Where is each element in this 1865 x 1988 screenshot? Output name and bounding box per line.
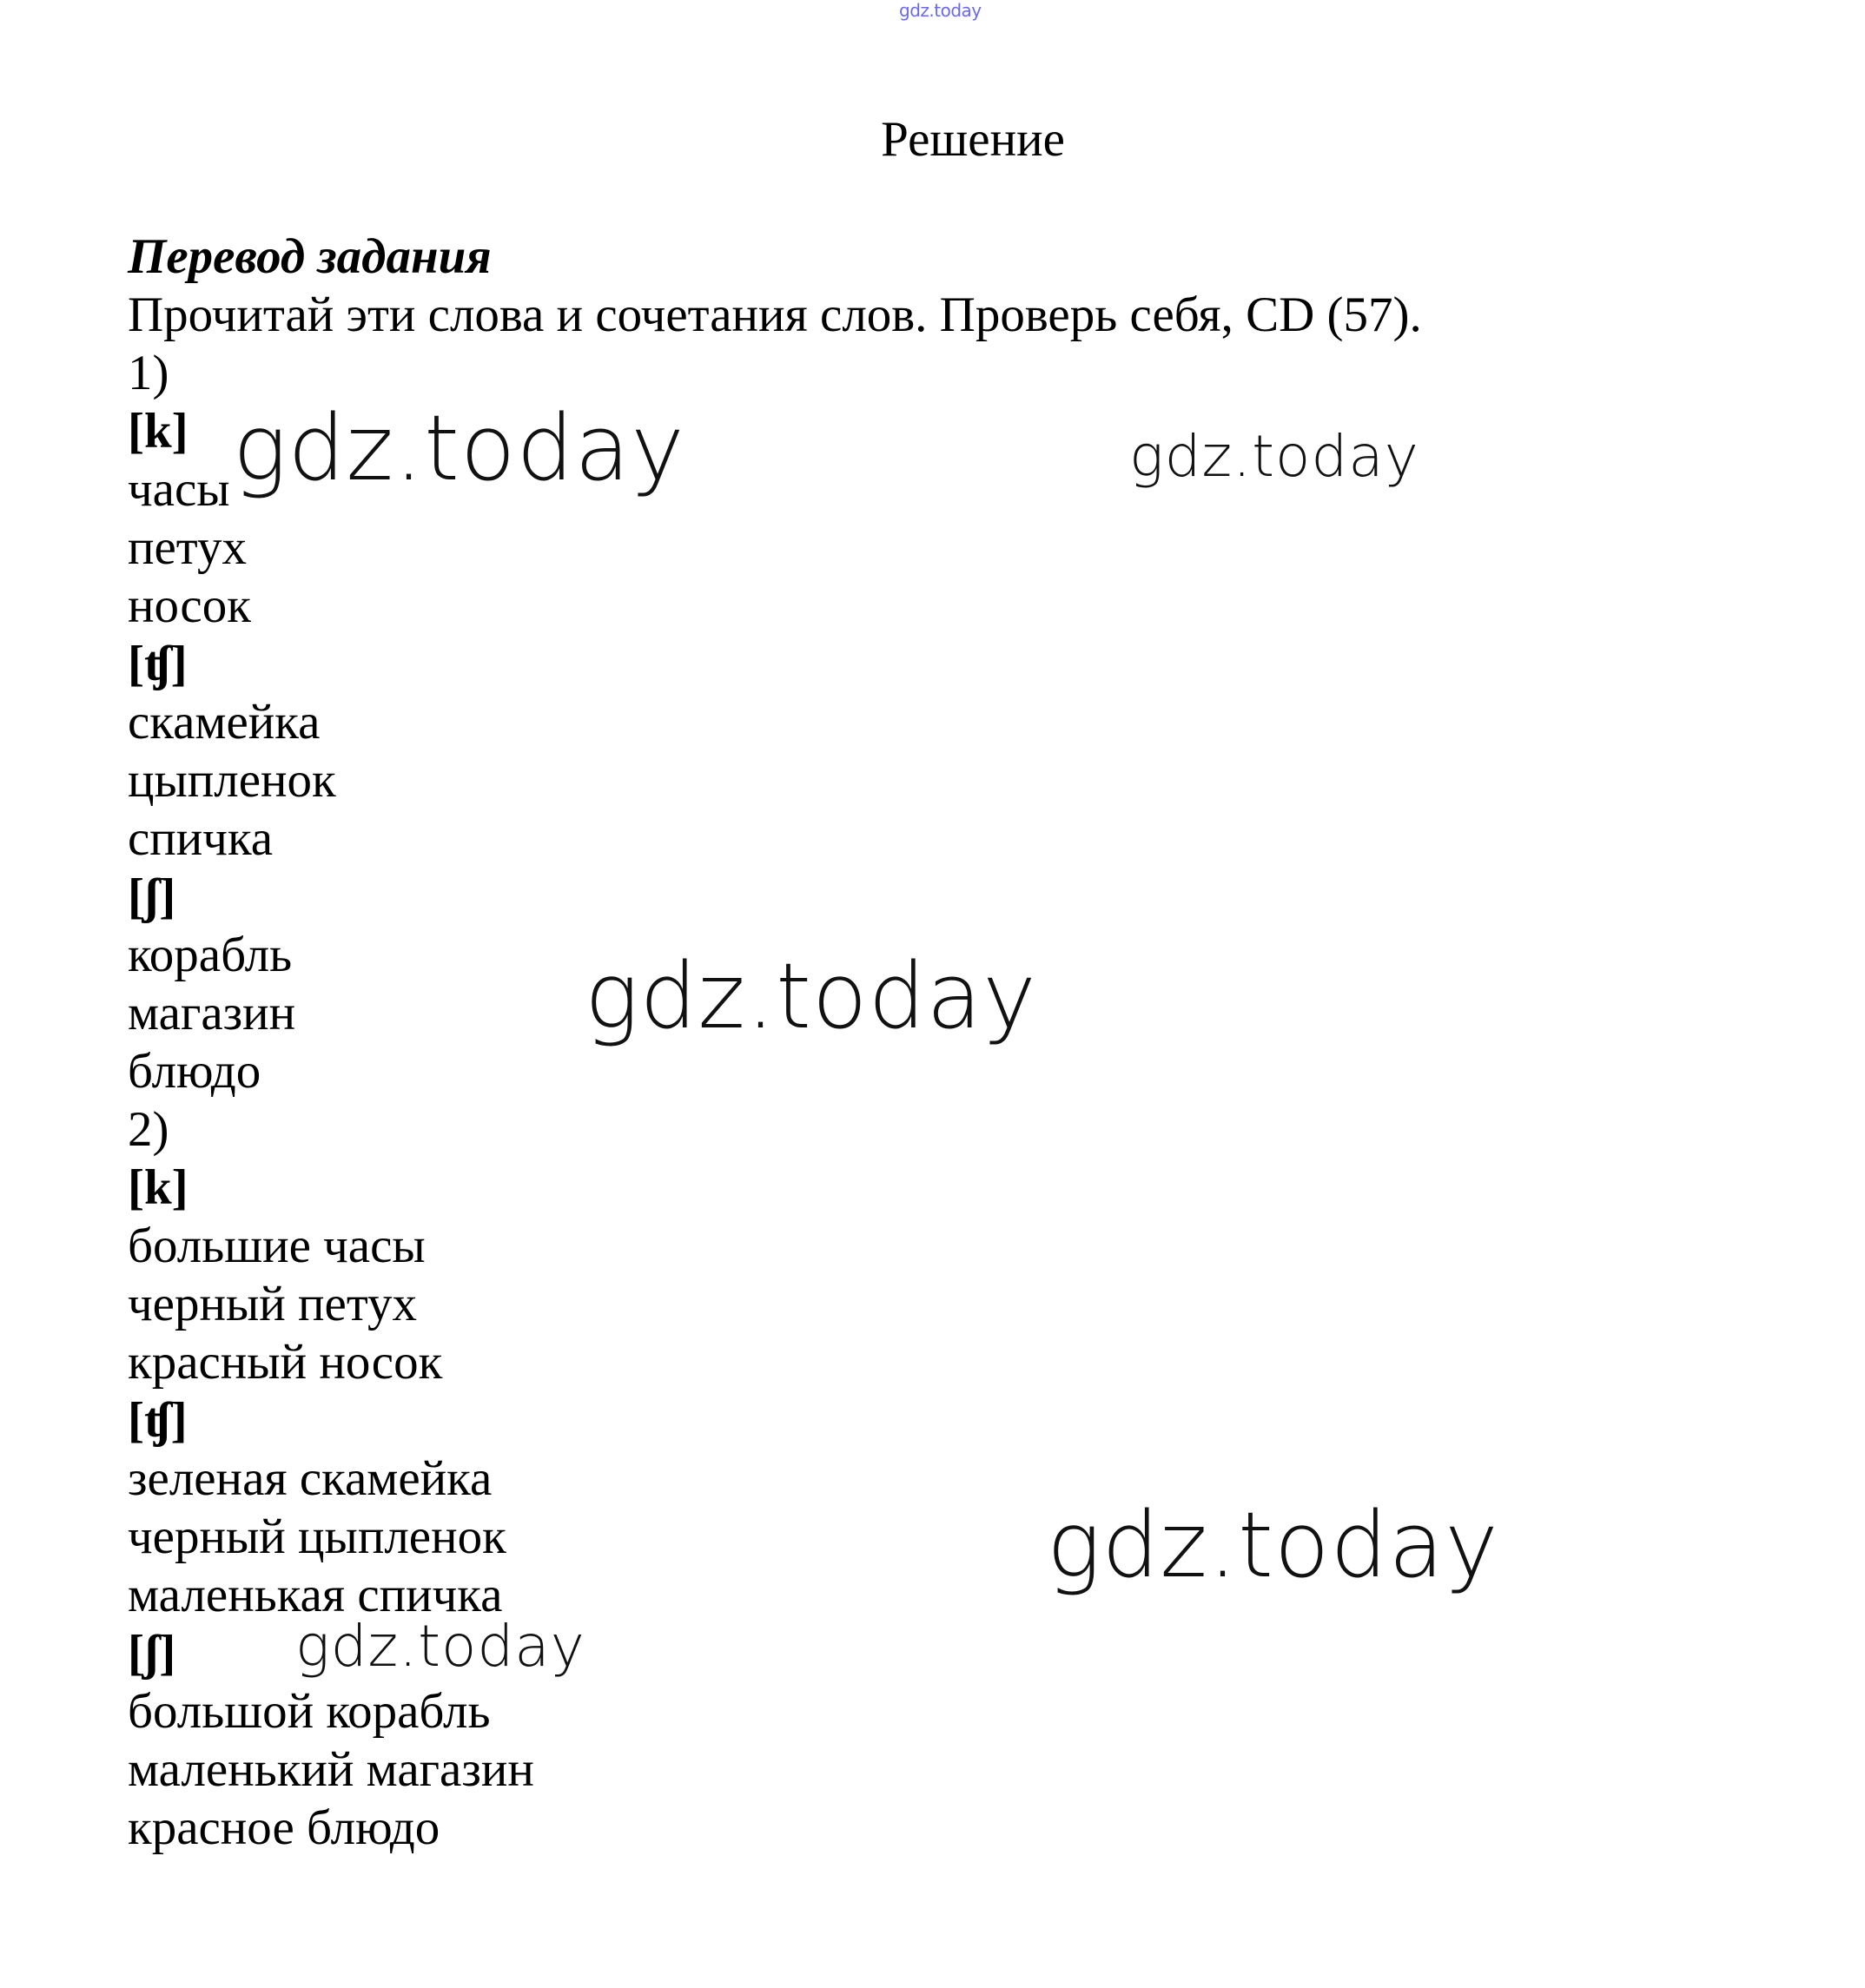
phrase-item: красный носок: [128, 1335, 443, 1390]
sound-label: [ʧ]: [128, 1393, 188, 1448]
word-item: корабль: [128, 928, 293, 982]
watermark: gdz.today: [1129, 423, 1419, 490]
phrase-item: маленький магазин: [128, 1742, 534, 1797]
phrase-item: черный петух: [128, 1277, 417, 1331]
part-number: 1): [128, 346, 169, 400]
sound-label: [k]: [128, 1160, 188, 1215]
phrase-item: большой корабль: [128, 1684, 491, 1739]
watermark: gdz.today: [233, 395, 685, 501]
word-item: блюдо: [128, 1044, 261, 1099]
part-number: 2): [128, 1102, 169, 1157]
word-item: скамейка: [128, 695, 321, 750]
watermark: gdz.today: [585, 943, 1037, 1049]
sound-label: [ʧ]: [128, 637, 188, 691]
watermark: gdz.today: [295, 1613, 585, 1680]
sound-label: [ʃ]: [128, 869, 176, 924]
word-item: магазин: [128, 986, 296, 1040]
top-watermark: gdz.today: [899, 0, 982, 21]
watermark: gdz.today: [1047, 1492, 1499, 1598]
word-item: носок: [128, 578, 251, 633]
instruction-text: Прочитай эти слова и сочетания слов. Проверь себя, CD (57).: [128, 287, 1422, 342]
sound-label: [k]: [128, 404, 188, 459]
word-item: петух: [128, 520, 247, 575]
phrase-item: большие часы: [128, 1219, 426, 1273]
word-item: спичка: [128, 811, 274, 866]
word-item: часы: [128, 462, 230, 517]
phrase-item: черный цыпленок: [128, 1509, 506, 1564]
sound-label: [ʃ]: [128, 1626, 176, 1681]
section-title: Перевод задания: [128, 229, 492, 284]
word-item: цыпленок: [128, 753, 336, 808]
phrase-item: маленькая спичка: [128, 1568, 503, 1622]
phrase-item: красное блюдо: [128, 1800, 440, 1855]
page-title: Решение: [881, 112, 1065, 167]
phrase-item: зеленая скамейка: [128, 1451, 493, 1506]
